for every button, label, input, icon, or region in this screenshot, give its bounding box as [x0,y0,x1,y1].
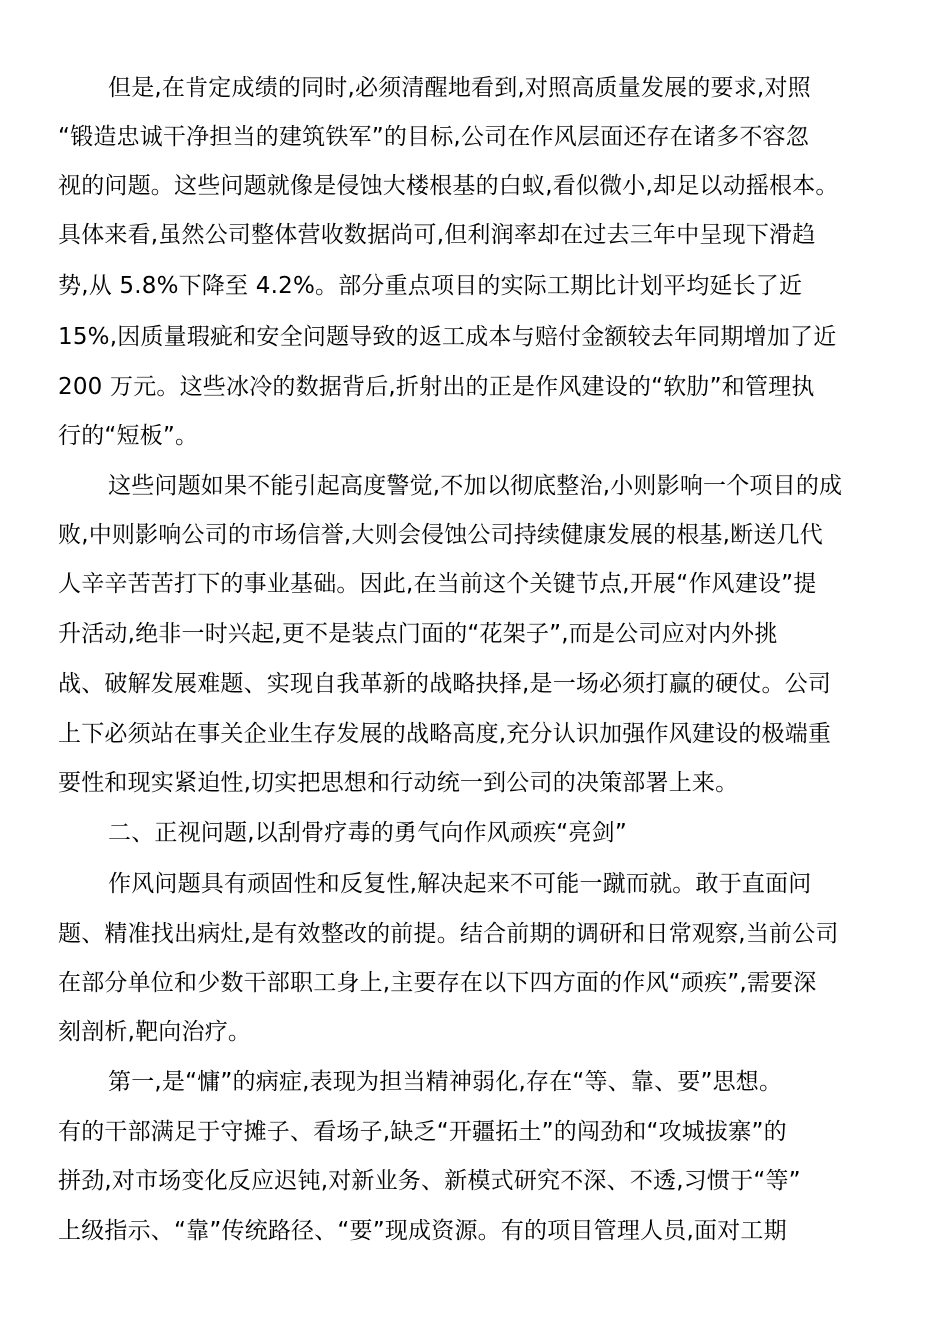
text-line-9: 这些问题如果不能引起高度警觉,不加以彻底整治,小则影响一个项目的成 [108,473,843,499]
text-line-22: 有的干部满足于守摊子、看场子,缺乏“开疆拓土”的闯劲和“攻城拔寨”的 [58,1119,787,1145]
text-line-10: 败,中则影响公司的市场信誉,大则会侵蚀公司持续健康发展的根基,断送几代 [58,522,823,548]
text-line-21: 第一,是“慵”的病症,表现为担当精神弱化,存在“等、靠、要”思想。 [108,1069,783,1095]
text-line-15: 要性和现实紧迫性,切实把思想和行动统一到公司的决策部署上来。 [58,770,739,796]
text-line-23: 拼劲,对市场变化反应迟钝,对新业务、新模式研究不深、不透,习惯于“等” [58,1168,801,1194]
text-line-12: 升活动,绝非一时兴起,更不是装点门面的“花架子”,而是公司应对内外挑 [58,621,778,647]
text-line-3: 视的问题。这些问题就像是侵蚀大楼根基的白蚁,看似微小,却足以动摇根本。 [58,173,839,199]
text-line-4: 具体来看,虽然公司整体营收数据尚可,但利润率却在过去三年中呈现下滑趋 [58,222,816,248]
text-line-5: 势,从 5.8%下降至 4.2%。部分重点项目的实际工期比计划平均延长了近 [58,273,803,299]
text-line-17: 作风问题具有顽固性和反复性,解决起来不可能一蹴而就。敢于直面问 [108,871,812,897]
text-line-8: 行的“短板”。 [58,423,199,449]
text-line-6: 15%,因质量瑕疵和安全问题导致的返工成本与赔付金额较去年同期增加了近 [58,324,837,350]
text-line-13: 战、破解发展难题、实现自我革新的战略抉择,是一场必须打赢的硬仗。公司 [58,671,832,697]
text-line-1: 但是,在肯定成绩的同时,必须清醒地看到,对照高质量发展的要求,对照 [108,75,811,101]
text-line-24: 上级指示、“靠”传统路径、“要”现成资源。有的项目管理人员,面对工期 [58,1218,787,1244]
text-line-19: 在部分单位和少数干部职工身上,主要存在以下四方面的作风“顽疾”,需要深 [58,970,817,996]
text-line-20: 刻剖析,靶向治疗。 [58,1019,252,1045]
text-line-7: 200 万元。这些冰冷的数据背后,折射出的正是作风建设的“软肋”和管理执 [58,374,815,400]
section-heading: 二、正视问题,以刮骨疗毒的勇气向作风顽疾“亮剑” [108,820,627,846]
text-line-18: 题、精准找出病灶,是有效整改的前提。结合前期的调研和日常观察,当前公司 [58,921,839,947]
text-line-2: “锻造忠诚干净担当的建筑铁军”的目标,公司在作风层面还存在诸多不容忽 [58,124,809,150]
text-line-11: 人辛辛苦苦打下的事业基础。因此,在当前这个关键节点,开展“作风建设”提 [58,571,817,597]
text-line-14: 上下必须站在事关企业生存发展的战略高度,充分认识加强作风建设的极端重 [58,721,832,747]
